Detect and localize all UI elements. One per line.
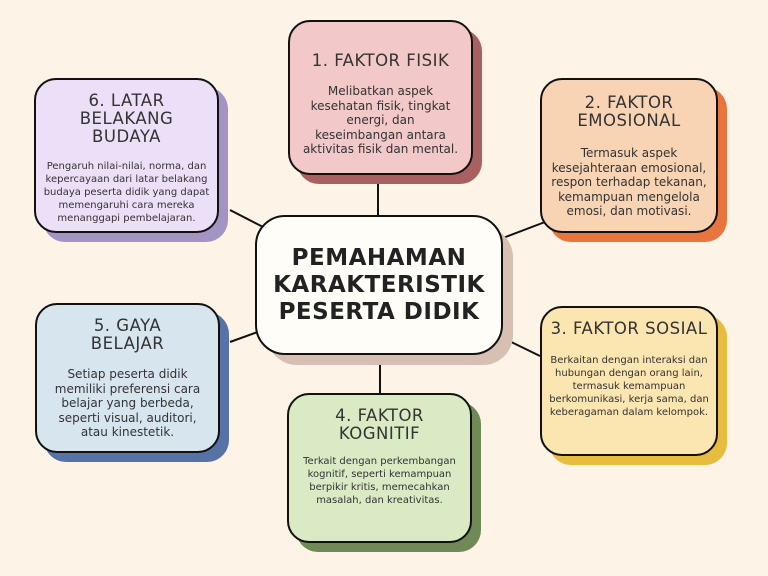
factor-title: 3. FAKTOR SOSIAL [550, 319, 708, 338]
card-face [288, 20, 473, 175]
factor-card-kognitif [287, 393, 472, 543]
center-topic [255, 215, 503, 355]
card-face [34, 78, 219, 233]
factor-description: Setiap peserta didik memiliki preferensi cara belajar yang berbeda, seperti visual, auditori, atau kinestetik. [54, 367, 201, 439]
factor-description: Termasuk aspek kesejahteraan emosional, respon terhadap tekanan, kemampuan mengelola emosi, dan motivasi. [551, 146, 707, 218]
card-face [35, 303, 220, 453]
connector-emosional [503, 222, 545, 238]
factor-title: 4. FAKTOR KOGNITIF [335, 406, 424, 443]
factor-title: 1. FAKTOR FISIK [311, 51, 450, 70]
factor-card-latar-belakang-budaya [34, 78, 219, 233]
factor-title: 2. FAKTOR EMOSIONAL [577, 93, 681, 130]
factor-card-sosial [540, 306, 718, 456]
factor-description: Pengaruh nilai-nilai, norma, dan kepercayaan dari latar belakang budaya peserta didik yang dapat memengaruhi cara mereka menanggapi pembelajaran. [43, 161, 210, 224]
factor-title: 6. LATAR BELAKANG BUDAYA [79, 91, 174, 146]
factor-description: Melibatkan aspek kesehatan fisik, tingkat energi, dan keseimbangan antara aktivitas fisik dan mental. [302, 84, 459, 156]
card-face [287, 393, 472, 543]
factor-description: Berkaitan dengan interaksi dan hubungan dengan orang lain, termasuk kemampuan berkomunikasi, kerja sama, dan keberagaman dalam kelompok. [549, 355, 709, 418]
factor-card-gaya-belajar [35, 303, 220, 453]
factor-description: Terkait dengan perkembangan kognitif, seperti kemampuan berpikir kritis, memecahkan masalah, dan kreativitas. [303, 456, 456, 506]
factor-card-emosional [540, 78, 718, 233]
factor-card-fisik [288, 20, 473, 175]
card-face [540, 306, 718, 456]
card-face [540, 78, 718, 233]
center-title: PEMAHAMAN KARAKTERISTIK PESERTA DIDIK [255, 215, 503, 355]
factor-title: 5. GAYA BELAJAR [90, 316, 165, 353]
